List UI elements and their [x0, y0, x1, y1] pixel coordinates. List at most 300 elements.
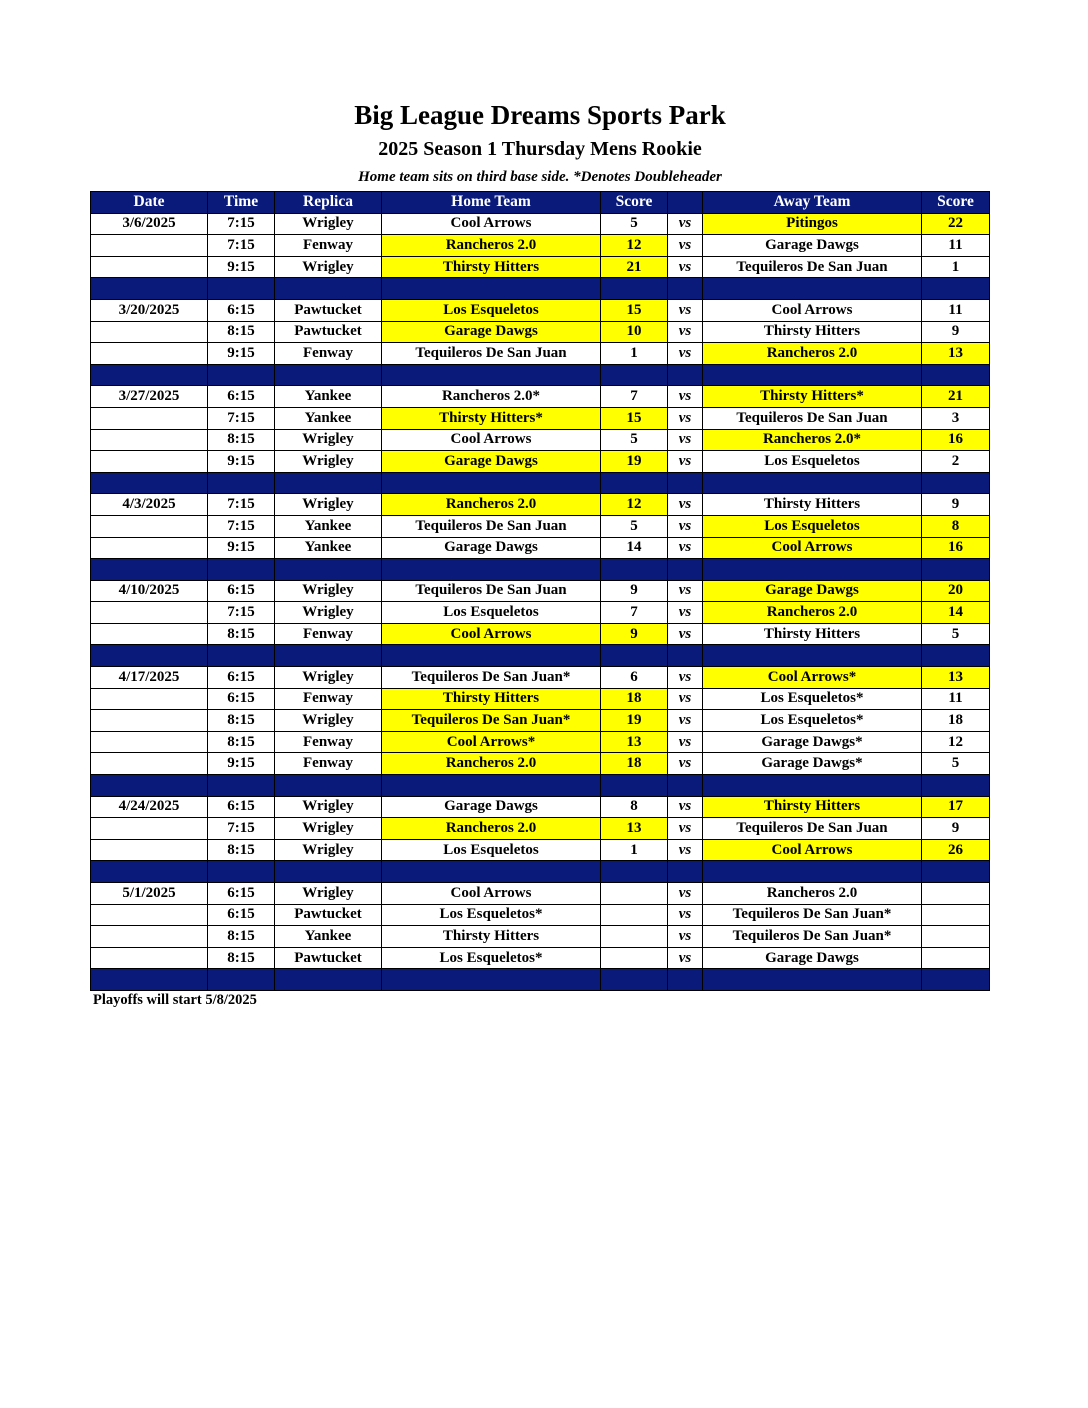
game-time: 8:15	[208, 947, 275, 969]
column-header-replica: Replica	[275, 192, 382, 214]
home-team: Garage Dawgs	[382, 321, 601, 343]
home-score: 15	[601, 299, 668, 321]
game-replica: Fenway	[275, 343, 382, 365]
game-replica: Wrigley	[275, 710, 382, 732]
home-team: Tequileros De San Juan*	[382, 667, 601, 689]
column-header-home-score: Score	[601, 192, 668, 214]
home-score: 14	[601, 537, 668, 559]
away-score: 3	[922, 407, 990, 429]
away-team: Thirsty Hitters	[703, 494, 922, 516]
separator-cell	[382, 969, 601, 991]
table-row	[91, 602, 990, 624]
game-time: 8:15	[208, 839, 275, 861]
separator-cell	[922, 472, 990, 494]
away-score: 2	[922, 451, 990, 473]
home-team: Cool Arrows	[382, 429, 601, 451]
away-score: 1	[922, 256, 990, 278]
game-time: 6:15	[208, 883, 275, 905]
separator-cell	[922, 559, 990, 581]
away-score	[922, 904, 990, 926]
game-date	[91, 818, 208, 840]
away-team: Garage Dawgs	[703, 235, 922, 257]
vs-label: vs	[668, 451, 703, 473]
column-header-time: Time	[208, 192, 275, 214]
separator-cell	[91, 364, 208, 386]
game-replica: Wrigley	[275, 602, 382, 624]
table-row	[91, 299, 990, 321]
game-time: 6:15	[208, 299, 275, 321]
game-replica: Yankee	[275, 515, 382, 537]
table-row	[91, 796, 990, 818]
separator-cell	[703, 278, 922, 300]
home-team: Rancheros 2.0	[382, 818, 601, 840]
away-score: 5	[922, 623, 990, 645]
separator-cell	[275, 775, 382, 797]
vs-label: vs	[668, 213, 703, 235]
game-replica: Pawtucket	[275, 299, 382, 321]
game-replica: Yankee	[275, 926, 382, 948]
home-score: 18	[601, 753, 668, 775]
home-score: 19	[601, 451, 668, 473]
home-score: 7	[601, 386, 668, 408]
game-date	[91, 710, 208, 732]
table-row	[91, 667, 990, 689]
game-time: 8:15	[208, 710, 275, 732]
vs-label: vs	[668, 623, 703, 645]
table-row	[91, 688, 990, 710]
game-time: 6:15	[208, 796, 275, 818]
separator-cell	[382, 278, 601, 300]
away-team: Rancheros 2.0	[703, 602, 922, 624]
away-score	[922, 883, 990, 905]
game-replica: Wrigley	[275, 451, 382, 473]
game-date	[91, 321, 208, 343]
home-team: Tequileros De San Juan	[382, 580, 601, 602]
column-header-away-score: Score	[922, 192, 990, 214]
home-score: 9	[601, 580, 668, 602]
table-row	[91, 753, 990, 775]
away-score	[922, 947, 990, 969]
home-score: 10	[601, 321, 668, 343]
vs-label: vs	[668, 818, 703, 840]
away-team: Cool Arrows	[703, 299, 922, 321]
game-date: 5/1/2025	[91, 883, 208, 905]
home-score: 1	[601, 343, 668, 365]
home-score: 18	[601, 688, 668, 710]
home-score: 5	[601, 515, 668, 537]
separator-cell	[275, 559, 382, 581]
separator-cell	[91, 861, 208, 883]
away-team: Los Esqueletos*	[703, 710, 922, 732]
vs-label: vs	[668, 926, 703, 948]
home-team: Thirsty Hitters	[382, 256, 601, 278]
game-date: 4/3/2025	[91, 494, 208, 516]
away-score: 9	[922, 494, 990, 516]
away-score: 13	[922, 343, 990, 365]
game-time: 7:15	[208, 213, 275, 235]
away-score: 14	[922, 602, 990, 624]
away-score: 18	[922, 710, 990, 732]
column-header-vs	[668, 192, 703, 214]
separator-cell	[208, 472, 275, 494]
game-time: 7:15	[208, 602, 275, 624]
away-team: Rancheros 2.0*	[703, 429, 922, 451]
separator-cell	[275, 364, 382, 386]
game-time: 7:15	[208, 407, 275, 429]
schedule-note: Home team sits on third base side. *Denotes Doubleheader	[358, 169, 722, 185]
away-score: 16	[922, 429, 990, 451]
game-date	[91, 602, 208, 624]
home-team: Garage Dawgs	[382, 451, 601, 473]
away-team: Tequileros De San Juan*	[703, 926, 922, 948]
game-replica: Yankee	[275, 407, 382, 429]
game-replica: Wrigley	[275, 667, 382, 689]
schedule-table	[90, 191, 990, 991]
table-row	[91, 731, 990, 753]
game-time: 8:15	[208, 731, 275, 753]
vs-label: vs	[668, 235, 703, 257]
away-team: Tequileros De San Juan	[703, 256, 922, 278]
game-date	[91, 623, 208, 645]
game-replica: Fenway	[275, 731, 382, 753]
game-replica: Wrigley	[275, 580, 382, 602]
game-replica: Pawtucket	[275, 947, 382, 969]
away-team: Garage Dawgs	[703, 947, 922, 969]
home-team: Cool Arrows	[382, 883, 601, 905]
separator-cell	[922, 364, 990, 386]
vs-label: vs	[668, 386, 703, 408]
home-score: 12	[601, 235, 668, 257]
game-time: 9:15	[208, 451, 275, 473]
separator-cell	[668, 559, 703, 581]
table-row	[91, 235, 990, 257]
home-team: Tequileros De San Juan	[382, 515, 601, 537]
away-team: Garage Dawgs*	[703, 731, 922, 753]
away-score: 11	[922, 688, 990, 710]
home-score: 5	[601, 213, 668, 235]
separator-cell	[382, 775, 601, 797]
separator-cell	[668, 278, 703, 300]
home-score: 8	[601, 796, 668, 818]
home-team: Cool Arrows	[382, 623, 601, 645]
game-date	[91, 235, 208, 257]
week-separator-row	[91, 278, 990, 300]
home-team: Los Esqueletos	[382, 602, 601, 624]
vs-label: vs	[668, 299, 703, 321]
home-score: 21	[601, 256, 668, 278]
separator-cell	[275, 278, 382, 300]
away-team: Los Esqueletos	[703, 515, 922, 537]
separator-cell	[91, 645, 208, 667]
vs-label: vs	[668, 839, 703, 861]
separator-cell	[703, 364, 922, 386]
separator-cell	[275, 861, 382, 883]
separator-cell	[208, 278, 275, 300]
game-replica: Wrigley	[275, 883, 382, 905]
game-date	[91, 343, 208, 365]
game-time: 7:15	[208, 818, 275, 840]
separator-cell	[668, 645, 703, 667]
separator-cell	[922, 861, 990, 883]
game-time: 6:15	[208, 904, 275, 926]
away-score: 9	[922, 321, 990, 343]
home-score: 9	[601, 623, 668, 645]
separator-cell	[668, 775, 703, 797]
separator-cell	[922, 969, 990, 991]
home-team: Thirsty Hitters	[382, 688, 601, 710]
week-separator-row	[91, 559, 990, 581]
away-team: Cool Arrows	[703, 537, 922, 559]
game-time: 8:15	[208, 926, 275, 948]
game-date	[91, 904, 208, 926]
home-score	[601, 947, 668, 969]
game-date	[91, 407, 208, 429]
home-score	[601, 904, 668, 926]
game-date: 3/20/2025	[91, 299, 208, 321]
home-team: Thirsty Hitters	[382, 926, 601, 948]
home-score: 1	[601, 839, 668, 861]
away-score: 22	[922, 213, 990, 235]
table-row	[91, 623, 990, 645]
game-replica: Wrigley	[275, 796, 382, 818]
away-team: Tequileros De San Juan	[703, 407, 922, 429]
away-team: Thirsty Hitters*	[703, 386, 922, 408]
table-row	[91, 321, 990, 343]
game-time: 9:15	[208, 753, 275, 775]
separator-cell	[382, 861, 601, 883]
week-separator-row	[91, 861, 990, 883]
column-header-away-team: Away Team	[703, 192, 922, 214]
away-team: Cool Arrows*	[703, 667, 922, 689]
table-row	[91, 213, 990, 235]
vs-label: vs	[668, 580, 703, 602]
home-team: Cool Arrows*	[382, 731, 601, 753]
separator-cell	[382, 559, 601, 581]
vs-label: vs	[668, 947, 703, 969]
vs-label: vs	[668, 537, 703, 559]
vs-label: vs	[668, 256, 703, 278]
game-replica: Wrigley	[275, 839, 382, 861]
table-row	[91, 429, 990, 451]
separator-cell	[208, 645, 275, 667]
home-score: 15	[601, 407, 668, 429]
separator-cell	[922, 775, 990, 797]
away-team: Los Esqueletos	[703, 451, 922, 473]
vs-label: vs	[668, 667, 703, 689]
separator-cell	[208, 559, 275, 581]
separator-cell	[91, 775, 208, 797]
game-date	[91, 731, 208, 753]
page-subtitle: 2025 Season 1 Thursday Mens Rookie	[378, 138, 702, 160]
game-date	[91, 451, 208, 473]
separator-cell	[601, 472, 668, 494]
vs-label: vs	[668, 494, 703, 516]
home-score: 19	[601, 710, 668, 732]
table-row	[91, 386, 990, 408]
away-team: Garage Dawgs*	[703, 753, 922, 775]
game-replica: Yankee	[275, 386, 382, 408]
away-score: 20	[922, 580, 990, 602]
game-time: 9:15	[208, 343, 275, 365]
vs-label: vs	[668, 904, 703, 926]
game-time: 9:15	[208, 537, 275, 559]
game-date	[91, 537, 208, 559]
separator-cell	[601, 645, 668, 667]
vs-label: vs	[668, 407, 703, 429]
home-team: Tequileros De San Juan	[382, 343, 601, 365]
home-team: Garage Dawgs	[382, 796, 601, 818]
vs-label: vs	[668, 429, 703, 451]
game-replica: Fenway	[275, 623, 382, 645]
vs-label: vs	[668, 688, 703, 710]
table-row	[91, 839, 990, 861]
separator-cell	[703, 775, 922, 797]
game-replica: Pawtucket	[275, 904, 382, 926]
away-score: 17	[922, 796, 990, 818]
separator-cell	[668, 364, 703, 386]
vs-label: vs	[668, 602, 703, 624]
separator-cell	[382, 364, 601, 386]
page-title: Big League Dreams Sports Park	[354, 100, 726, 130]
game-replica: Wrigley	[275, 256, 382, 278]
separator-cell	[703, 559, 922, 581]
separator-cell	[601, 278, 668, 300]
game-time: 7:15	[208, 494, 275, 516]
separator-cell	[208, 969, 275, 991]
away-team: Thirsty Hitters	[703, 321, 922, 343]
away-team: Tequileros De San Juan	[703, 818, 922, 840]
game-replica: Fenway	[275, 753, 382, 775]
table-row	[91, 343, 990, 365]
away-team: Rancheros 2.0	[703, 343, 922, 365]
separator-cell	[382, 472, 601, 494]
away-score: 9	[922, 818, 990, 840]
column-header-home-team: Home Team	[382, 192, 601, 214]
away-team: Garage Dawgs	[703, 580, 922, 602]
game-date	[91, 947, 208, 969]
separator-cell	[208, 364, 275, 386]
vs-label: vs	[668, 515, 703, 537]
table-header-row	[91, 192, 990, 214]
away-score: 26	[922, 839, 990, 861]
separator-cell	[601, 559, 668, 581]
table-row	[91, 537, 990, 559]
home-team: Rancheros 2.0	[382, 494, 601, 516]
separator-cell	[703, 861, 922, 883]
home-team: Cool Arrows	[382, 213, 601, 235]
table-row	[91, 256, 990, 278]
home-score: 12	[601, 494, 668, 516]
game-time: 6:15	[208, 688, 275, 710]
week-separator-row	[91, 364, 990, 386]
vs-label: vs	[668, 321, 703, 343]
away-team: Cool Arrows	[703, 839, 922, 861]
home-score	[601, 883, 668, 905]
vs-label: vs	[668, 796, 703, 818]
separator-cell	[91, 969, 208, 991]
vs-label: vs	[668, 753, 703, 775]
away-score: 8	[922, 515, 990, 537]
table-row	[91, 883, 990, 905]
game-replica: Pawtucket	[275, 321, 382, 343]
away-team: Pitingos	[703, 213, 922, 235]
game-replica: Wrigley	[275, 213, 382, 235]
separator-cell	[668, 969, 703, 991]
game-date: 4/24/2025	[91, 796, 208, 818]
home-score: 13	[601, 818, 668, 840]
home-team: Los Esqueletos	[382, 839, 601, 861]
game-date	[91, 256, 208, 278]
away-team: Los Esqueletos*	[703, 688, 922, 710]
game-date	[91, 515, 208, 537]
home-team: Tequileros De San Juan*	[382, 710, 601, 732]
game-date	[91, 688, 208, 710]
table-row	[91, 818, 990, 840]
table-row	[91, 580, 990, 602]
game-date	[91, 926, 208, 948]
table-row	[91, 515, 990, 537]
separator-cell	[601, 775, 668, 797]
away-team: Thirsty Hitters	[703, 623, 922, 645]
game-date: 3/27/2025	[91, 386, 208, 408]
away-team: Rancheros 2.0	[703, 883, 922, 905]
game-time: 8:15	[208, 623, 275, 645]
away-score: 11	[922, 299, 990, 321]
table-row	[91, 494, 990, 516]
home-score: 5	[601, 429, 668, 451]
separator-cell	[275, 645, 382, 667]
game-time: 6:15	[208, 580, 275, 602]
game-replica: Fenway	[275, 235, 382, 257]
game-date: 3/6/2025	[91, 213, 208, 235]
separator-cell	[382, 645, 601, 667]
separator-cell	[208, 861, 275, 883]
separator-cell	[91, 278, 208, 300]
home-team: Rancheros 2.0	[382, 753, 601, 775]
week-separator-row	[91, 969, 990, 991]
game-time: 7:15	[208, 235, 275, 257]
table-row	[91, 710, 990, 732]
vs-label: vs	[668, 710, 703, 732]
column-header-date: Date	[91, 192, 208, 214]
away-score: 11	[922, 235, 990, 257]
away-score	[922, 926, 990, 948]
separator-cell	[703, 645, 922, 667]
game-time: 8:15	[208, 429, 275, 451]
week-separator-row	[91, 645, 990, 667]
game-date	[91, 839, 208, 861]
home-team: Garage Dawgs	[382, 537, 601, 559]
game-replica: Wrigley	[275, 494, 382, 516]
table-row	[91, 947, 990, 969]
table-row	[91, 904, 990, 926]
schedule-body	[91, 213, 990, 990]
away-score: 13	[922, 667, 990, 689]
home-team: Thirsty Hitters*	[382, 407, 601, 429]
separator-cell	[922, 278, 990, 300]
table-row	[91, 926, 990, 948]
table-row	[91, 451, 990, 473]
home-team: Los Esqueletos	[382, 299, 601, 321]
separator-cell	[275, 969, 382, 991]
home-score	[601, 926, 668, 948]
home-team: Rancheros 2.0*	[382, 386, 601, 408]
game-date: 4/10/2025	[91, 580, 208, 602]
separator-cell	[601, 364, 668, 386]
game-date: 4/17/2025	[91, 667, 208, 689]
game-time: 7:15	[208, 515, 275, 537]
separator-cell	[668, 861, 703, 883]
